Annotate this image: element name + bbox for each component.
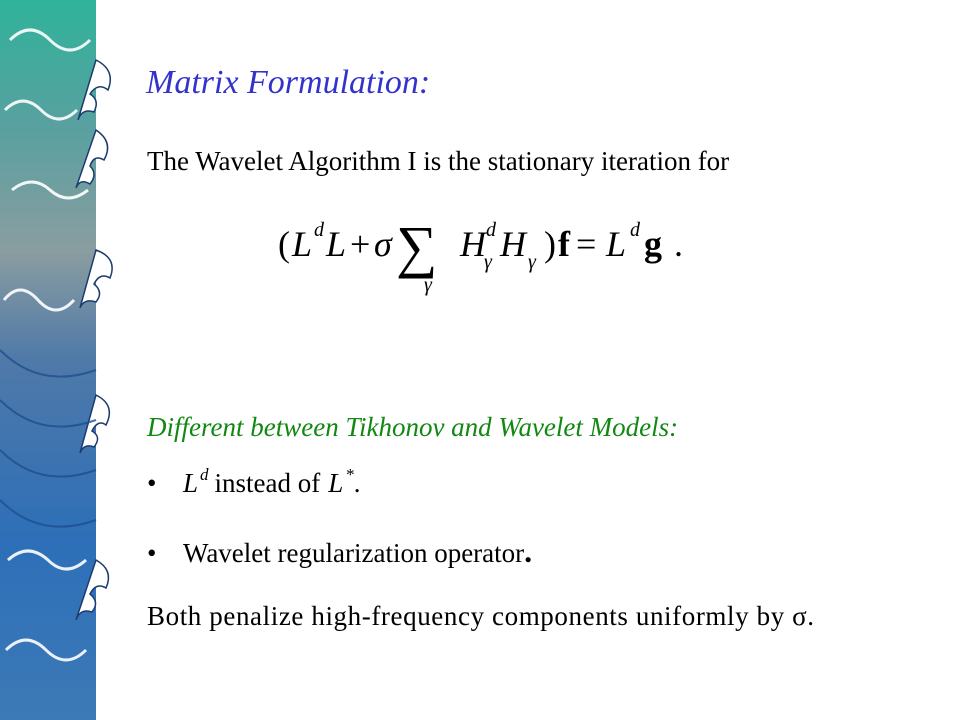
bullet-item-1: [147, 465, 361, 499]
bullet-marker: •: [147, 468, 157, 498]
eq-L1: L: [292, 224, 313, 264]
eq-H2: H: [500, 224, 526, 264]
bullet1-L2: L: [328, 468, 344, 498]
eq-H1: H: [460, 224, 486, 264]
bullet2-text: Wavelet regularization operator: [183, 538, 525, 568]
eq-L2: L: [326, 224, 347, 264]
bullet-item-2: [147, 533, 532, 570]
bullet1-L: L: [183, 468, 199, 498]
eq-close-paren: ): [544, 224, 556, 264]
intro-text: The Wavelet Algorithm I is the stationary iteration for: [147, 146, 730, 176]
eq-g: g: [644, 224, 662, 264]
eq-sum: ∑: [396, 214, 438, 279]
equation: [278, 206, 718, 302]
eq-d2: d: [486, 219, 496, 241]
slide-title: Matrix Formulation:: [146, 64, 431, 101]
conclusion-text: Both penalize high-frequency components uniformly by σ.: [147, 601, 815, 631]
eq-sum-gamma: γ: [424, 274, 432, 296]
eq-equals: =: [576, 224, 597, 264]
eq-open-paren: (: [278, 224, 290, 264]
bullet2-end: .: [524, 533, 533, 569]
eq-plus: +: [350, 224, 371, 264]
bullet1-end: .: [353, 468, 361, 498]
eq-d1: d: [314, 219, 324, 241]
bullet1-mid: instead of: [214, 468, 321, 498]
eq-L3: L: [606, 224, 627, 264]
bullet1-sup-star: *: [345, 465, 354, 484]
wave-artwork: [0, 0, 118, 720]
eq-period: .: [674, 224, 683, 264]
eq-gamma1: γ: [484, 251, 492, 273]
eq-sigma: σ: [374, 224, 392, 264]
section-subheading: Different between Tikhonov and Wavelet Models:: [147, 412, 679, 442]
eq-f: f: [558, 224, 570, 264]
bullet-marker: •: [147, 538, 157, 568]
eq-gamma2: γ: [528, 251, 536, 273]
eq-d3: d: [630, 219, 640, 241]
bullet1-sup-d: d: [200, 465, 209, 484]
